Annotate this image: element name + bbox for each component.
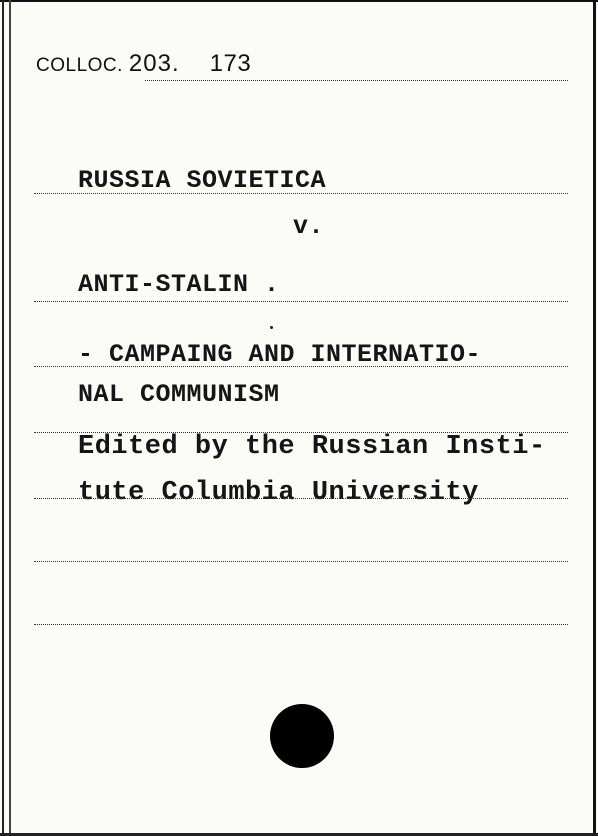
versus-text: v. <box>293 212 325 241</box>
ink-speck <box>270 326 273 329</box>
dotted-rule <box>34 561 568 562</box>
dotted-rule <box>34 624 568 625</box>
collection-reference <box>36 50 251 78</box>
dotted-rule <box>145 80 568 81</box>
subject-text: ANTI-STALIN . <box>78 270 280 299</box>
title-line-1: - CAMPAING AND INTERNATIO- <box>78 340 482 369</box>
dotted-rule <box>34 193 568 194</box>
card-right-border <box>593 0 596 836</box>
title-line-2: NAL COMMUNISM <box>78 380 280 409</box>
item-number: 173 <box>209 50 252 77</box>
dotted-rule <box>34 498 568 499</box>
heading-text: RUSSIA SOVIETICA <box>78 166 327 195</box>
card-left-inner-border <box>9 0 11 836</box>
dotted-rule <box>34 301 568 302</box>
dotted-rule <box>34 366 568 367</box>
card-top-edge <box>0 0 598 2</box>
collection-label: COLLOC. <box>36 55 123 76</box>
edition-line-2: tute Columbia University <box>78 478 479 508</box>
edition-line-1: Edited by the Russian Insti- <box>78 432 546 462</box>
collection-number: 203. <box>128 50 180 77</box>
punch-hole <box>270 704 334 768</box>
card-left-border <box>2 0 4 836</box>
